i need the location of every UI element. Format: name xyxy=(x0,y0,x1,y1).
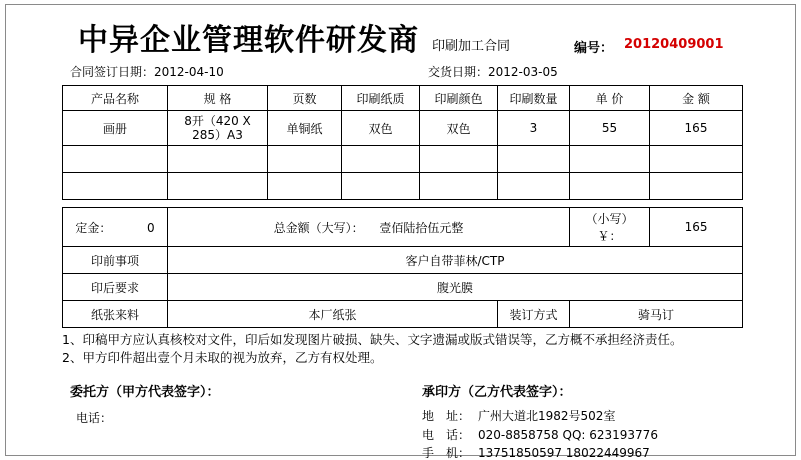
cell-color: 双色 xyxy=(420,111,498,146)
cell-amount xyxy=(650,173,743,200)
cell-quantity: 3 xyxy=(498,111,570,146)
sign-date: 合同签订日期：2012-04-10 xyxy=(70,65,224,79)
order-number-label: 编号： xyxy=(574,41,614,56)
items-table-header-row xyxy=(63,86,743,111)
cell-spec-line1: 8开（420 X xyxy=(184,113,251,128)
summary-row-total xyxy=(63,208,743,247)
contact-address-line xyxy=(422,407,658,426)
contact-mobile-value: 13751850597 18022449967 xyxy=(478,446,650,460)
deposit-label xyxy=(63,208,168,247)
table-row xyxy=(63,111,743,146)
postpress-label: 印后要求 xyxy=(63,274,168,301)
cell-color xyxy=(420,173,498,200)
cell-product-name xyxy=(63,173,168,200)
total-amount-label: 总金额（大写）： xyxy=(273,220,364,235)
document-header xyxy=(62,13,742,59)
cell-quantity xyxy=(498,173,570,200)
summary-table xyxy=(62,207,743,328)
paper-source-value: 本厂纸张 xyxy=(168,301,498,328)
total-amount-words: 壹佰陆拾伍元整 xyxy=(379,220,464,235)
delivery-date: 交货日期：2012-03-05 xyxy=(428,65,558,79)
cell-amount: 165 xyxy=(650,111,743,146)
col-pages: 页数 xyxy=(268,86,342,111)
dates-row xyxy=(62,63,742,85)
summary-row-prepress xyxy=(63,247,743,274)
notes-block xyxy=(62,331,742,367)
printer-contact-info xyxy=(422,407,658,460)
cell-product-name xyxy=(63,146,168,173)
items-table xyxy=(62,85,743,200)
cell-quantity xyxy=(498,146,570,173)
note-line-2: 2、甲方印件超出壹个月未取的视为放弃，乙方有权处理。 xyxy=(62,350,383,366)
cell-pages xyxy=(268,146,342,173)
document-subtitle: 印刷加工合同 xyxy=(432,39,511,54)
table-row xyxy=(63,146,743,173)
binding-value: 骑马订 xyxy=(570,301,743,328)
note-line-1: 1、印稿甲方应认真核校对文件，印后如发现图片破损、缺失、文字遗漏或版式错误等，乙方概不承担经济责任。 xyxy=(62,332,683,347)
contact-tel-value: 020-8858758 QQ: 623193776 xyxy=(478,427,658,442)
col-quantity: 印刷数量 xyxy=(498,86,570,111)
cell-amount xyxy=(650,146,743,173)
summary-row-paper-source xyxy=(63,301,743,328)
col-color: 印刷颜色 xyxy=(420,86,498,111)
cell-spec-line2: 285）A3 xyxy=(192,128,243,142)
cell-spec xyxy=(168,146,268,173)
total-amount-small-label: （小写）￥： xyxy=(570,208,650,247)
cell-pages xyxy=(268,173,342,200)
deposit-value: 0 xyxy=(147,220,155,235)
cell-color xyxy=(420,146,498,173)
contact-mobile-label: 手 机： xyxy=(422,446,471,460)
summary-row-postpress xyxy=(63,274,743,301)
cell-unit-price xyxy=(570,146,650,173)
cell-paper xyxy=(342,146,420,173)
contact-tel-label: 电 话： xyxy=(422,427,471,442)
signature-block xyxy=(62,381,742,460)
prepress-label: 印前事项 xyxy=(63,247,168,274)
company-title: 中异企业管理软件研发商 xyxy=(78,23,419,58)
total-amount-words-cell xyxy=(168,208,570,247)
col-unit-price: 单 价 xyxy=(570,86,650,111)
contact-address-label: 地 址： xyxy=(422,409,471,424)
cell-unit-price xyxy=(570,173,650,200)
cell-paper: 双色 xyxy=(342,111,420,146)
cell-unit-price: 55 xyxy=(570,111,650,146)
document-frame xyxy=(5,4,796,460)
cell-pages: 单铜纸 xyxy=(268,111,342,146)
cell-spec xyxy=(168,173,268,200)
paper-source-label: 纸张来料 xyxy=(63,301,168,328)
prepress-value: 客户自带菲林/CTP xyxy=(168,247,743,274)
client-signature-title: 委托方（甲方代表签字）： xyxy=(70,385,220,401)
col-product-name: 产品名称 xyxy=(63,86,168,111)
order-number-value: 20120409001 xyxy=(624,37,724,52)
contact-address-value: 广州大道北1982号502室 xyxy=(478,409,616,424)
contact-tel-line xyxy=(422,426,658,445)
printer-signature-title: 承印方（乙方代表签字）： xyxy=(422,385,572,401)
cell-spec xyxy=(168,111,268,146)
client-phone-label: 电话： xyxy=(76,411,113,426)
col-amount: 金 额 xyxy=(650,86,743,111)
cell-paper xyxy=(342,173,420,200)
cell-product-name: 画册 xyxy=(63,111,168,146)
table-gap xyxy=(62,200,742,207)
binding-label: 装订方式 xyxy=(498,301,570,328)
postpress-value: 腹光膜 xyxy=(168,274,743,301)
deposit-label-text: 定金： xyxy=(75,220,112,235)
contact-mobile-line xyxy=(422,444,658,460)
document-body xyxy=(62,13,742,460)
table-row xyxy=(63,173,743,200)
col-paper: 印刷纸质 xyxy=(342,86,420,111)
total-amount-small-value: 165 xyxy=(650,208,743,247)
col-spec: 规 格 xyxy=(168,86,268,111)
